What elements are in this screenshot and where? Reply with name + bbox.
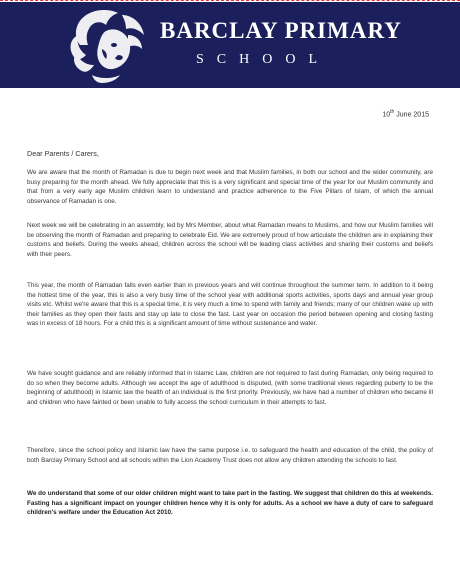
salutation: Dear Parents / Carers, [27,149,99,158]
school-subtitle: SCHOOL [196,52,331,67]
paragraph-5: Therefore, since the school policy and Islamic law have the same purpose i.e. to safeguard the health and education of the child, the policy of both Barclay Primary School and all schools within the Lion Academy Trust does not allow any children attending the schools to fast. [27,447,433,464]
paragraph-4: We have sought guidance and are reliably informed that in Islamic Law, children are not required to fast during Ramadan, only being required to do so when they become adults. Although we accept the age of adulthood is disputed, (with some traditional views regarding puberty to be the beginning of adulthood) in Islamic law the health of an individual is the first priority. Previously, we have had a number of children who became ill and children who have fainted or been unable to fully access the school curriculum in their attempts to fast. [27,370,433,406]
school-name: BARCLAY PRIMARY [160,18,402,43]
date-day: 10 [382,111,391,119]
lion-head-icon [62,5,154,85]
paragraph-3: This year, the month of Ramadan falls even earlier than in previous years and will continue throughout the summer term. In addition to it being the hottest time of the year, this is also a very busy time of the school year with additional sports activities, sports days and annual year group visits etc. Whilst we're aware that this is a special time, it is very much a time to spend with family and friends; many of our children wake up with their families as they open their fasts and stay up late to close the fast. Last year on occasion the period between opening and closing fasting was in excess of 18 hours. For a child this is a significant amount of time without sustenance and water. [27,282,433,328]
date-month-year: June 2015 [394,111,429,119]
letter-date [382,109,429,118]
letterhead-banner [0,2,460,88]
paragraph-1: We are aware that the month of Ramadan is due to begin next week and that Muslim families, in both our school and the wider community, are busy preparing for the month ahead. We fully appreciate that this is a very significant and special time of the year for our Muslim community and that from a very early age Muslim children learn to understand and practice adherence to the Five Pillars of Islam, of which the annual observance of Ramadan is one. [27,169,433,205]
date-suffix: th [390,109,395,115]
paragraph-6: We do understand that some of our older children might want to take part in the fasting. We suggest that children do this at weekends. Fasting has a significant impact on younger children hence why it is only for adults. As a school we have a duty of care to safeguard children's welfare under the Education Act 2010. [27,490,433,517]
top-dashed-rule [0,0,460,1]
paragraph-2: Next week we will be celebrating in an assembly, led by Mrs Member, about what Ramadan means to Muslims, and how our Muslim families will be observing the month of Ramadan and preparing to celebrate Eid. We are extremely proud of how articulate the children are in explaining their customs and beliefs. During the weeks ahead, children across the school will be leading class activities and sharing their customs and beliefs with their peers. [27,222,433,258]
